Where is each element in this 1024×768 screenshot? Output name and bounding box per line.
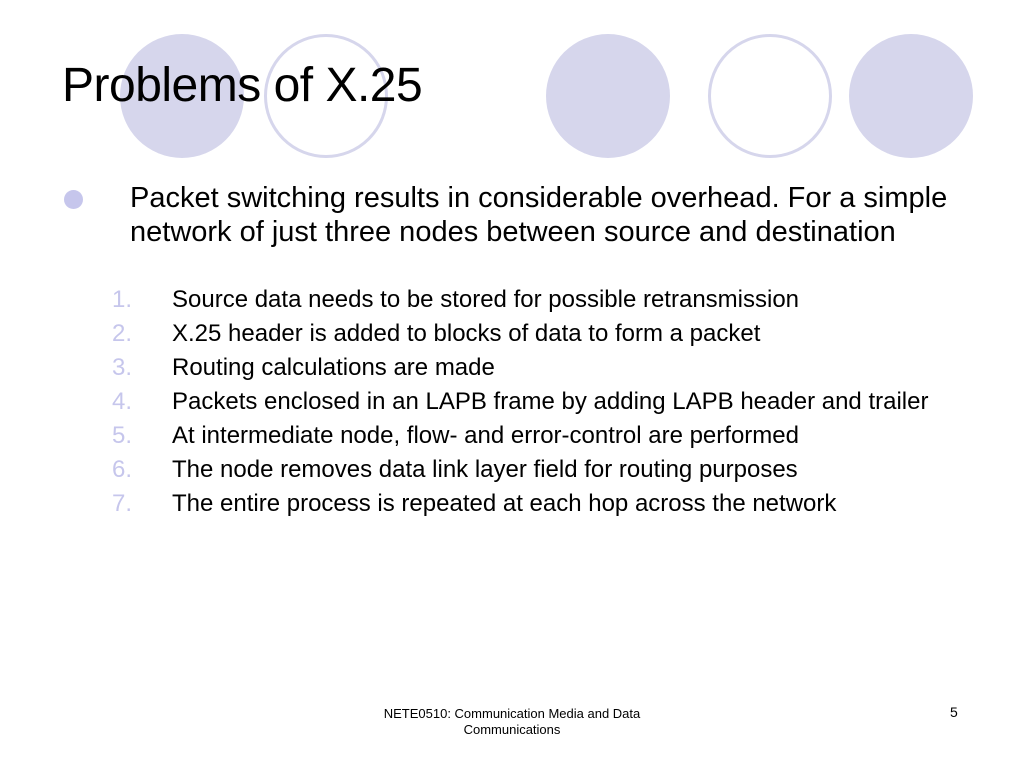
list-item (112, 422, 992, 450)
list-item-number: 1. (112, 286, 133, 313)
list-item-number: 4. (112, 388, 133, 415)
list-item (112, 490, 992, 518)
list-item-text: Source data needs to be stored for possible retransmission (172, 286, 800, 313)
slide-title: Problems of X.25 (62, 59, 423, 112)
list-item-text: Routing calculations are made (172, 354, 495, 381)
list-item-number: 7. (112, 490, 133, 517)
list-item-text: At intermediate node, flow- and error-control are performed (172, 422, 799, 449)
list-item-text: Packets enclosed in an LAPB frame by adding LAPB header and trailer (172, 388, 929, 415)
list-item-number: 5. (112, 422, 133, 449)
list-item-number: 2. (112, 320, 133, 347)
list-item-text: X.25 header is added to blocks of data to form a packet (172, 320, 761, 347)
list-item (112, 388, 992, 416)
decorative-circle-filled (546, 34, 670, 158)
list-item-number: 3. (112, 354, 133, 381)
decorative-circle-ring (708, 34, 832, 158)
list-item-number: 6. (112, 456, 133, 483)
list-item (112, 286, 992, 314)
list-item (112, 320, 992, 348)
list-item-text: The node removes data link layer field for routing purposes (172, 456, 798, 483)
list-item-text: The entire process is repeated at each hop across the network (172, 490, 837, 517)
slide-footer: NETE0510: Communication Media and Data Communications (383, 706, 641, 737)
list-item (112, 354, 992, 382)
decorative-circle-filled (849, 34, 973, 158)
list-item (112, 456, 992, 484)
main-bullet-text: Packet switching results in considerable overhead. For a simple network of just three nodes between source and destination (130, 182, 948, 248)
page-number: 5 (950, 704, 958, 720)
steps-list (112, 286, 992, 524)
bullet-icon (64, 190, 83, 209)
